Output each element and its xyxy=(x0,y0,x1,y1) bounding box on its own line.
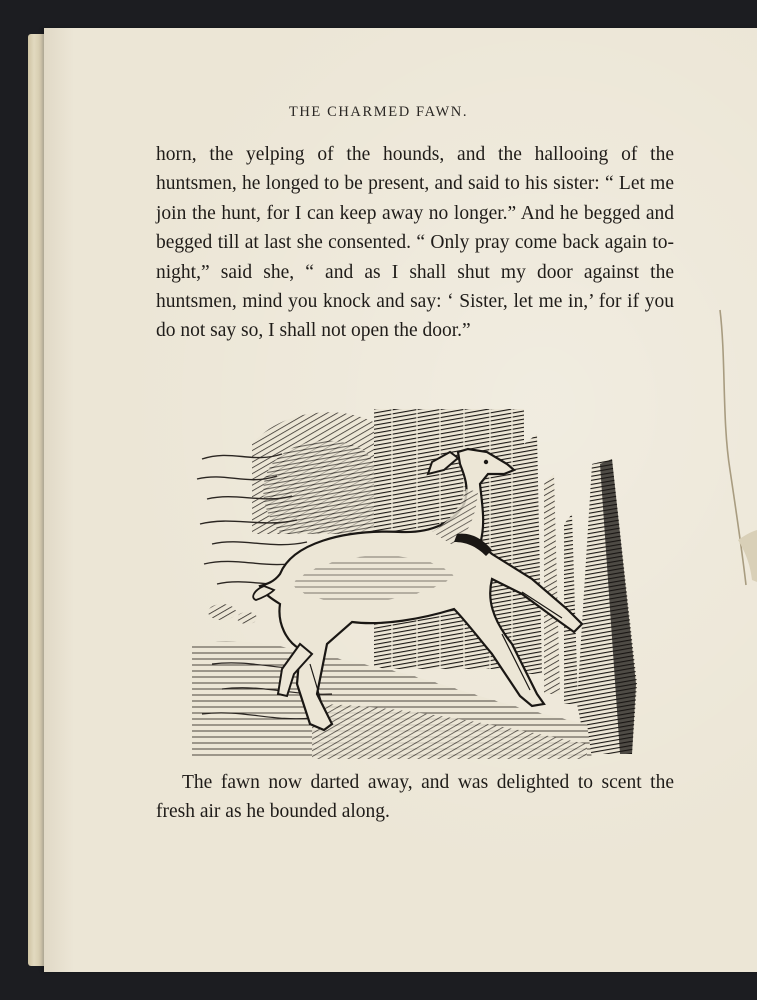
caption-paragraph: The fawn now darted away, and was delighted to scent the fresh air as he bounded along. xyxy=(156,772,674,823)
page-tear xyxy=(716,300,757,590)
caption-text xyxy=(156,768,674,827)
body-text xyxy=(156,140,674,346)
fawn-illustration xyxy=(192,404,638,764)
running-head: THE CHARMED FAWN. xyxy=(288,104,469,120)
body-paragraph: horn, the yelping of the hounds, and the hallooing of the huntsmen, he longed to be present, and said to his sister: “ Let me join the hunt, for I can keep away no longer.” And he begged and begged till at last she consented. “ Only pray come back again to-night,” said she, “ and as I shall shut my door against the huntsmen, mind you knock and say: ‘ Sister, let me in,’ for if you do not say so, I shall not open the door.” xyxy=(156,144,674,342)
